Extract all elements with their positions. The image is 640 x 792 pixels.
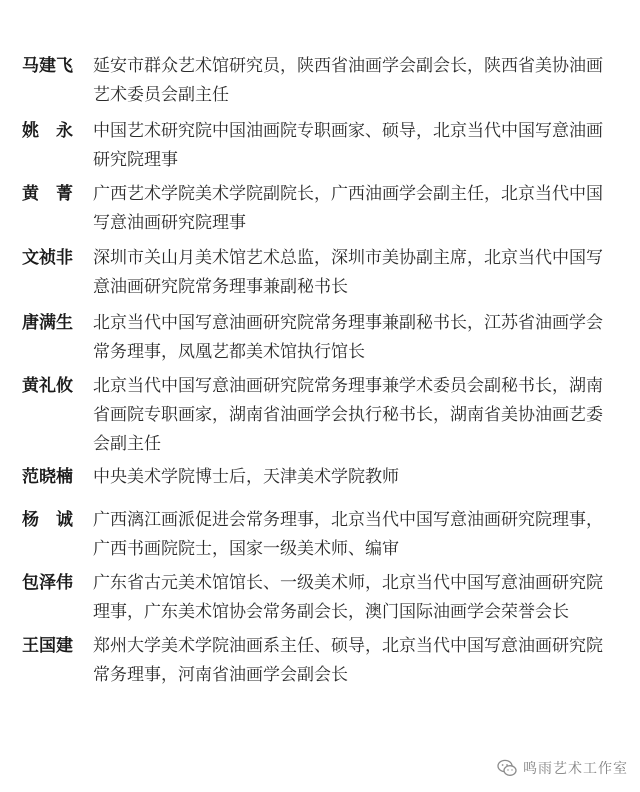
artist-description [93, 463, 633, 492]
artist-name: 马建飞 [22, 56, 73, 76]
description-line: 省画院专职画家，湖南省油画学会执行秘书长，湖南省美协油画艺委 [93, 405, 603, 425]
artist-name: 文祯非 [22, 248, 73, 268]
description-line: 常务理事，河南省油画学会副会长 [93, 665, 348, 685]
description-line: 北京当代中国写意油画研究院常务理事兼副秘书长，江苏省油画学会 [93, 313, 603, 333]
artist-name: 黄 菁 [22, 184, 73, 204]
description-line: 中国艺术研究院中国油画院专职画家、硕导，北京当代中国写意油画 [93, 121, 603, 141]
description-line: 会副主任 [93, 434, 161, 454]
artist-description [93, 117, 633, 175]
artist-name: 黄礼攸 [22, 376, 73, 396]
artist-description [93, 309, 633, 367]
artist-description [93, 372, 633, 459]
description-line: 中央美术学院博士后，天津美术学院教师 [93, 467, 399, 487]
artist-description [93, 180, 633, 238]
watermark [497, 758, 628, 778]
description-line: 意油画研究院常务理事兼副秘书长 [93, 277, 348, 297]
description-line: 深圳市关山月美术馆艺术总监，深圳市美协副主席，北京当代中国写 [93, 248, 603, 268]
description-line: 常务理事，凤凰艺都美术馆执行馆长 [93, 342, 365, 362]
wechat-icon [497, 759, 517, 777]
artist-name: 唐满生 [22, 313, 73, 333]
artist-name: 范晓楠 [22, 467, 73, 487]
artist-name: 姚 永 [22, 121, 73, 141]
description-line: 广西漓江画派促进会常务理事，北京当代中国写意油画研究院理事， [93, 510, 603, 530]
description-line: 延安市群众艺术馆研究员，陕西省油画学会副会长，陕西省美协油画 [93, 56, 603, 76]
artist-name: 包泽伟 [22, 573, 73, 593]
description-line: 艺术委员会副主任 [93, 85, 229, 105]
artist-description [93, 569, 633, 627]
watermark-text: 鸣雨艺术工作室 [523, 761, 628, 777]
description-line: 写意油画研究院理事 [93, 213, 246, 233]
description-line: 广东省古元美术馆馆长、一级美术师，北京当代中国写意油画研究院 [93, 573, 603, 593]
artist-name: 王国建 [22, 636, 73, 656]
description-line: 研究院理事 [93, 150, 178, 170]
description-line: 郑州大学美术学院油画系主任、硕导，北京当代中国写意油画研究院 [93, 636, 603, 656]
description-line: 广西艺术学院美术学院副院长，广西油画学会副主任，北京当代中国 [93, 184, 603, 204]
artist-description [93, 632, 633, 690]
artist-description [93, 244, 633, 302]
description-line: 北京当代中国写意油画研究院常务理事兼学术委员会副秘书长，湖南 [93, 376, 603, 396]
description-line: 理事，广东美术馆协会常务副会长，澳门国际油画学会荣誉会长 [93, 602, 569, 622]
description-line: 广西书画院院士，国家一级美术师、编审 [93, 539, 399, 559]
artist-description [93, 506, 633, 564]
artist-name: 杨 诚 [22, 510, 73, 530]
artist-description [93, 52, 633, 110]
